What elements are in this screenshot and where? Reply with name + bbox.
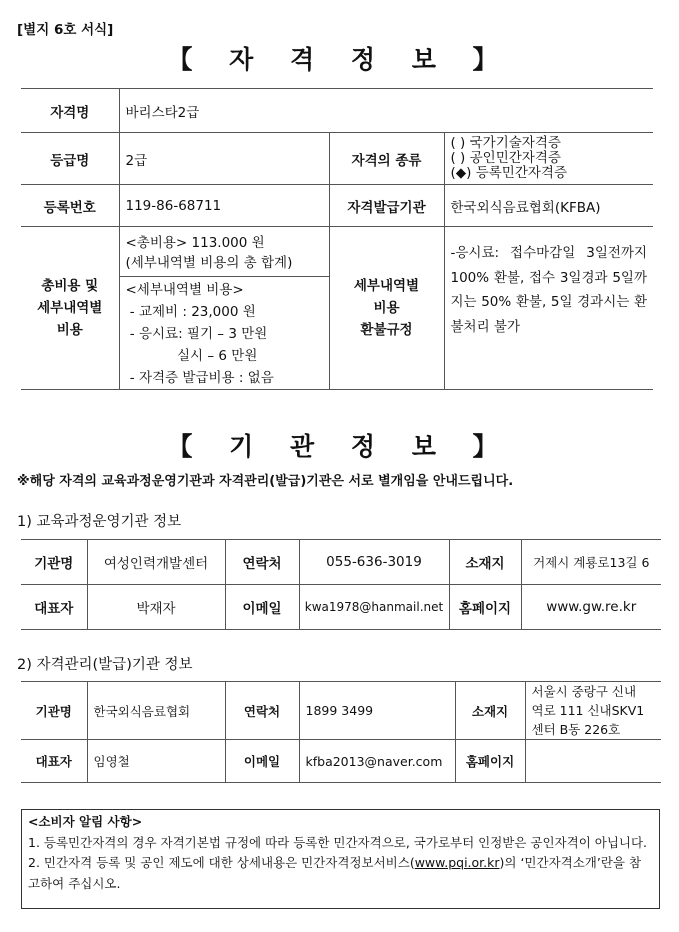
form-number: [별지 6호 서식]	[17, 22, 114, 38]
edu-address-label: 소재지	[449, 540, 521, 585]
institution-info-title: 【 기 관 정 보 】	[167, 432, 512, 461]
edu-org-value: 여성인력개발센터	[87, 540, 225, 585]
edu-email-value: kwa1978@hanmail.net	[299, 585, 449, 630]
issuer-label: 자격발급기관	[329, 185, 444, 227]
refund-text: -응시료: 접수마감일 3일전까지 100% 환불, 접수 3일경과 5일까지는 50% 환불, 5일 경과시는 환불처리 불가	[444, 227, 653, 390]
issuer-org-table	[21, 681, 661, 783]
issuer-email-label: 이메일	[225, 740, 299, 783]
reg-value: 119-86-68711	[119, 185, 329, 227]
name-label: 자격명	[21, 89, 119, 133]
type-option: ( ) 국가기술자격증	[450, 135, 561, 151]
issuer-rep-label: 대표자	[21, 740, 87, 783]
consumer-notice-title: <소비자 알림 사항>	[28, 814, 143, 829]
qualification-info-table	[21, 88, 653, 390]
grade-label: 등급명	[21, 133, 119, 185]
refund-label: 세부내역별 비용 환불규정	[329, 227, 444, 390]
issuer-contact-label: 연락처	[225, 682, 299, 740]
issuer-address-label: 소재지	[455, 682, 525, 740]
issuer-rep-value: 임영철	[87, 740, 225, 783]
issuer-org-label: 기관명	[21, 682, 87, 740]
cost-detail: <세부내역별 비용> - 교제비 : 23,000 원 - 응시료: 필기 – 3 만원 실시 – 6 만원 - 자격증 발급비용 : 없음	[125, 282, 274, 386]
consumer-notice-item-2: 2. 민간자격 등록 및 공인 제도에 대한 상세내용은 민간자격정보서비스(www.pqi.or.kr)의 ‘민간자격소개’란을 참고하여 주십시오.	[28, 855, 642, 891]
type-option: ( ) 공인민간자격증	[450, 150, 561, 166]
consumer-notice-item-1: 1. 등록민간자격의 경우 자격기본법 규정에 따라 등록한 민간자격으로, 국가로부터 인정받은 공인자격이 아닙니다.	[28, 834, 648, 850]
edu-homepage-value: www.gw.re.kr	[521, 585, 661, 630]
issuer-homepage-value	[525, 740, 661, 783]
name-value: 바리스타2급	[119, 89, 653, 133]
edu-email-label: 이메일	[225, 585, 299, 630]
issuer-org-heading: 2) 자격관리(발급)기관 정보	[17, 657, 193, 673]
cost-label: 총비용 및 세부내역별 비용	[21, 227, 119, 390]
issuer-contact-value: 1899 3499	[299, 682, 455, 740]
edu-rep-label: 대표자	[21, 585, 87, 630]
edu-contact-value: 055-636-3019	[299, 540, 449, 585]
edu-contact-label: 연락처	[225, 540, 299, 585]
issuer-homepage-label: 홈페이지	[455, 740, 525, 783]
issuer-value: 한국외식음료협회(KFBA)	[444, 185, 653, 227]
type-label: 자격의 종류	[329, 133, 444, 185]
institution-notice: ※해당 자격의 교육과정운영기관과 자격관리(발급)기관은 서로 별개임을 안내드립니다.	[17, 474, 514, 489]
grade-value: 2급	[119, 133, 329, 185]
edu-homepage-label: 홈페이지	[449, 585, 521, 630]
consumer-notice-box	[21, 809, 660, 909]
edu-org-table	[21, 539, 661, 630]
reg-label: 등록번호	[21, 185, 119, 227]
issuer-org-value: 한국외식음료협회	[87, 682, 225, 740]
cost-total: <총비용> 113.000 원 (세부내역별 비용의 총 합계)	[120, 227, 329, 277]
edu-address-value: 거제시 계룡로13길 6	[521, 540, 661, 585]
issuer-email-value: kfba2013@naver.com	[299, 740, 455, 783]
pqi-link[interactable]: www.pqi.or.kr	[414, 855, 500, 870]
qualification-info-title: 【 자 격 정 보 】	[167, 45, 512, 74]
cost-detail-cell	[119, 227, 329, 390]
type-options	[444, 133, 653, 185]
issuer-address-value: 서울시 중랑구 신내 역로 111 신내SKV1 센터 B동 226호	[525, 682, 661, 740]
edu-rep-value: 박재자	[87, 585, 225, 630]
edu-org-heading: 1) 교육과정운영기관 정보	[17, 514, 182, 530]
edu-org-label: 기관명	[21, 540, 87, 585]
type-option: (◆) 등록민간자격증	[450, 165, 567, 181]
